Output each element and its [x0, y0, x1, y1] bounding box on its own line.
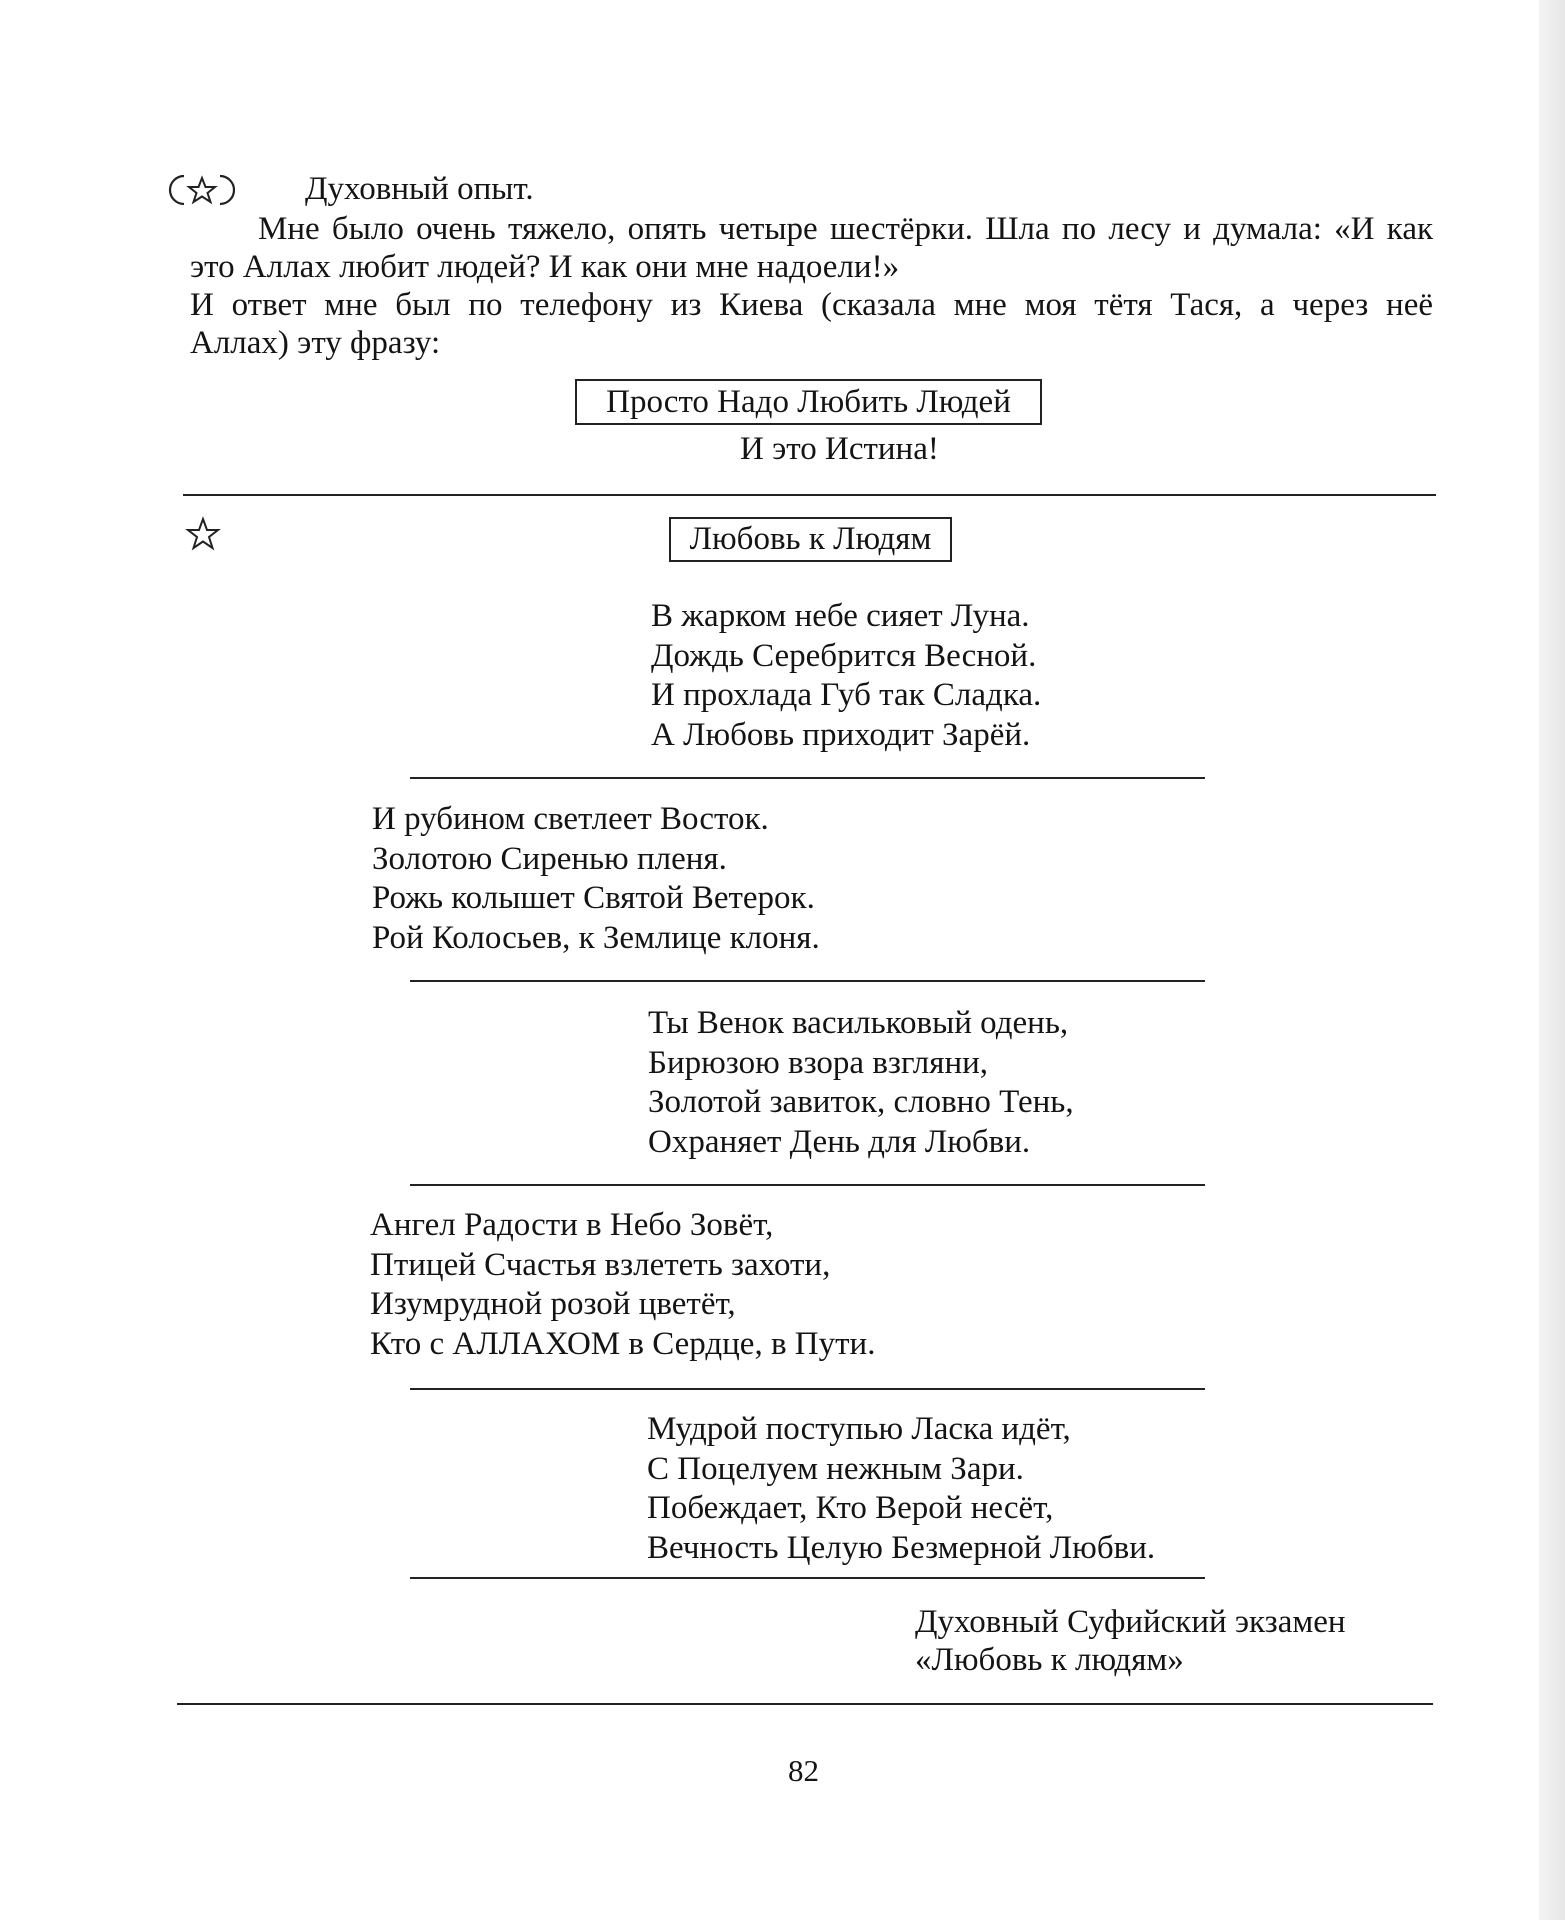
- verse-line: А Любовь приходит Зарёй.: [651, 716, 1031, 753]
- verse-line: В жарком небе сияет Луна.: [651, 598, 1030, 634]
- boxed-phrase: Просто Надо Любить Людей: [575, 379, 1042, 425]
- signature-line-1: Духовный Суфийский экзамен: [915, 1604, 1346, 1640]
- verse-line: С Поцелуем нежным Зари.: [647, 1450, 1024, 1487]
- verse-line: Золотою Сиренью пленя.: [372, 840, 727, 877]
- verse-line: Охраняет День для Любви.: [648, 1123, 1031, 1160]
- stanza-divider: [410, 980, 1205, 982]
- verse-line: Бирюзою взора взгляни,: [648, 1044, 989, 1081]
- stanza-divider: [410, 777, 1205, 779]
- stanza-2: [372, 800, 820, 958]
- verse-line: Кто с АЛЛАХОМ в Сердце, в Пути.: [370, 1325, 876, 1362]
- verse-line: И прохлада Губ так Сладка.: [651, 677, 1042, 713]
- verse-line: Дождь Серебрится Весной.: [651, 637, 1037, 674]
- verse-line: Побеждает, Кто Верой несёт,: [647, 1490, 1054, 1526]
- intro-line-3: И ответ мне был по телефону из Киева (сказала мне моя тётя Тася, а через неё: [190, 287, 1433, 323]
- verse-line: И рубином светлеет Восток.: [372, 801, 769, 837]
- page-edge: [1539, 0, 1565, 1920]
- intro-line-1: Мне было очень тяжело, опять четыре шестёрки. Шла по лесу и думала: «И как: [258, 211, 1433, 247]
- stanza-divider: [410, 1577, 1205, 1579]
- intro-line-4: Аллах) эту фразу:: [190, 325, 441, 361]
- stanza-4: [370, 1206, 875, 1364]
- verse-line: Рожь колышет Святой Ветерок.: [372, 880, 815, 916]
- stanza-3: [648, 1004, 1074, 1162]
- verse-line: Ангел Радости в Небо Зовёт,: [370, 1207, 774, 1243]
- poem-title: Любовь к Людям: [669, 517, 952, 562]
- verse-line: Вечность Целую Безмерной Любви.: [647, 1529, 1156, 1566]
- stanza-divider: [410, 1388, 1205, 1390]
- stanza-5: [647, 1410, 1155, 1568]
- stanza-1: [651, 597, 1041, 755]
- intro-line-2: это Аллах любит людей? И как они мне надоели!»: [190, 249, 900, 285]
- verse-line: Птицей Счастья взлететь захоти,: [370, 1246, 831, 1283]
- verse-line: Рой Колосьев, к Землице клоня.: [372, 919, 820, 956]
- signature-line-2: «Любовь к людям»: [915, 1642, 1184, 1678]
- truth-line: И это Истина!: [740, 431, 939, 467]
- verse-line: Изумрудной розой цветёт,: [370, 1286, 736, 1322]
- verse-line: Золотой завиток, словно Тень,: [648, 1084, 1074, 1120]
- section-title: Духовный опыт.: [305, 171, 534, 207]
- star-icon: [186, 517, 220, 551]
- section-divider-top: [183, 494, 1436, 496]
- crescent-star-icon: [162, 170, 242, 210]
- page-number: 82: [788, 1753, 819, 1788]
- verse-line: Мудрой поступью Ласка идёт,: [647, 1411, 1071, 1447]
- section-divider-bottom: [177, 1703, 1433, 1705]
- verse-line: Ты Венок васильковый одень,: [648, 1005, 1069, 1041]
- stanza-divider: [410, 1184, 1205, 1186]
